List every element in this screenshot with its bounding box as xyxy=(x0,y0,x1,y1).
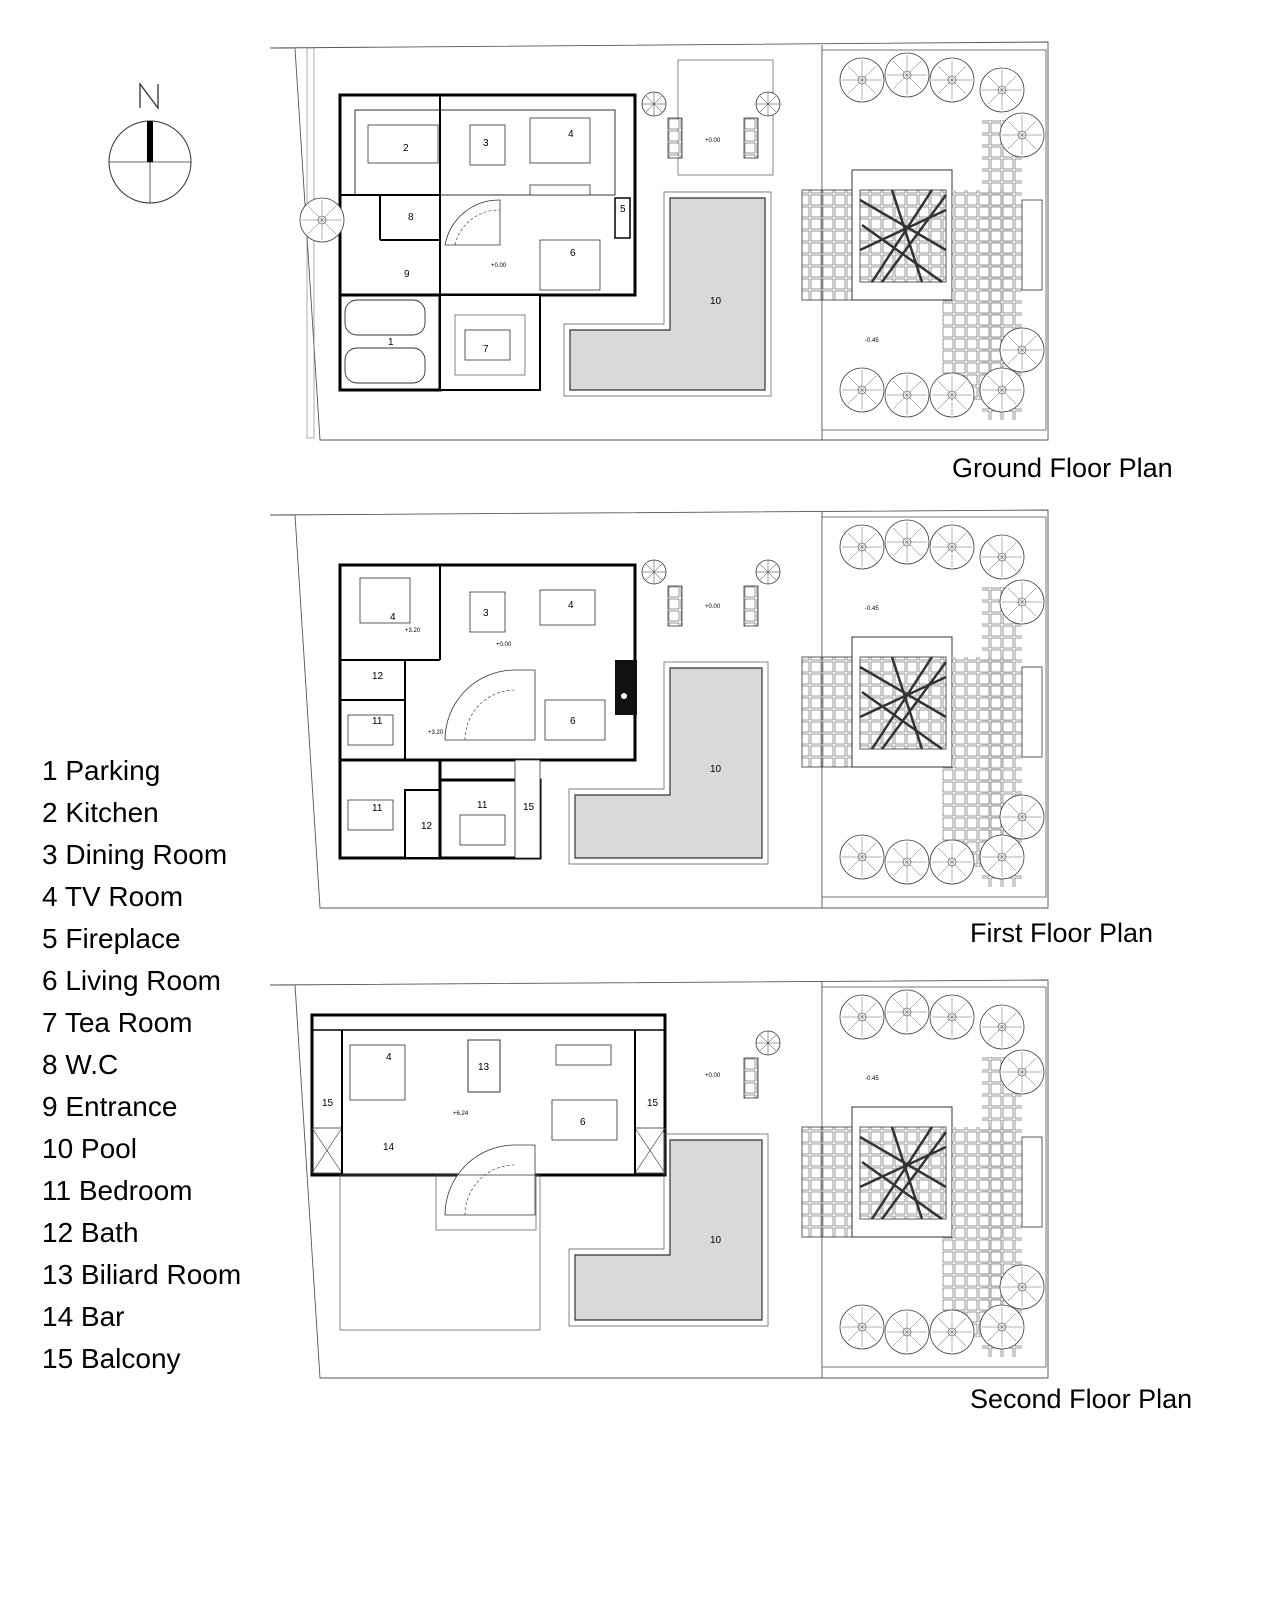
level-mark: +0.00 xyxy=(705,1073,721,1079)
room-legend xyxy=(42,750,241,1380)
room-label: 5 xyxy=(620,204,626,215)
level-mark: +0.00 xyxy=(491,263,507,269)
room-label: 11 xyxy=(477,800,488,811)
level-mark: +0.00 xyxy=(496,642,512,648)
room-label: 15 xyxy=(322,1098,334,1109)
level-mark: +6.24 xyxy=(453,1111,469,1117)
ground-floor-title: Ground Floor Plan xyxy=(952,453,1173,483)
room-label: 9 xyxy=(404,269,410,280)
legend-item: 6 Living Room xyxy=(42,965,221,996)
north-label xyxy=(138,78,139,79)
room-label: 1 xyxy=(388,337,394,348)
room-label: 6 xyxy=(570,716,576,727)
room-label: 4 xyxy=(390,612,396,623)
north-arrow-icon xyxy=(109,84,191,203)
legend-item: 10 Pool xyxy=(42,1133,137,1164)
room-label: 13 xyxy=(478,1062,490,1073)
room-label: 6 xyxy=(570,248,576,259)
room-label: 6 xyxy=(580,1117,586,1128)
level-mark: +3.20 xyxy=(428,730,444,736)
level-mark: -0.45 xyxy=(865,338,879,344)
legend-item: 11 Bedroom xyxy=(42,1175,193,1206)
legend-item: 13 Biliard Room xyxy=(42,1259,242,1290)
level-mark: +0.00 xyxy=(705,604,721,610)
legend-item: 4 TV Room xyxy=(42,881,184,912)
room-label: 8 xyxy=(408,212,414,223)
room-label: 12 xyxy=(421,821,433,832)
legend-item: 3 Dining Room xyxy=(42,839,228,870)
level-mark: +0.00 xyxy=(705,138,721,144)
room-label: 14 xyxy=(383,1142,395,1153)
legend-item: 12 Bath xyxy=(42,1217,139,1248)
legend-item: 2 Kitchen xyxy=(42,797,159,828)
pool-label: 10 xyxy=(710,1235,722,1246)
pool-label: 10 xyxy=(710,764,722,775)
legend-item: 8 W.C xyxy=(42,1049,119,1080)
room-label: 4 xyxy=(568,129,574,140)
first-floor-plan xyxy=(270,510,1048,908)
room-label: 11 xyxy=(372,716,383,727)
legend-item: 9 Entrance xyxy=(42,1091,178,1122)
legend-item: 1 Parking xyxy=(42,755,161,786)
room-label: 15 xyxy=(647,1098,659,1109)
room-label: 15 xyxy=(523,802,535,813)
room-label: 3 xyxy=(483,608,489,619)
second-floor-title: Second Floor Plan xyxy=(970,1384,1193,1414)
room-label: 7 xyxy=(483,344,489,355)
pool-label: 10 xyxy=(710,296,722,307)
legend-item: 7 Tea Room xyxy=(42,1007,193,1038)
level-mark: -0.45 xyxy=(865,606,879,612)
ground-floor-plan xyxy=(270,42,1048,440)
legend-item: 15 Balcony xyxy=(42,1343,181,1374)
room-label: 4 xyxy=(568,600,574,611)
level-mark: -0.45 xyxy=(865,1076,879,1082)
level-mark: +3.20 xyxy=(405,628,421,634)
room-label: 3 xyxy=(483,138,489,149)
room-label: 2 xyxy=(403,143,409,154)
room-label: 12 xyxy=(372,671,384,682)
first-floor-title: First Floor Plan xyxy=(970,918,1154,948)
room-label: 11 xyxy=(372,803,383,814)
room-label: 4 xyxy=(386,1052,392,1063)
legend-item: 14 Bar xyxy=(42,1301,125,1332)
second-floor-plan xyxy=(270,980,1048,1378)
legend-item: 5 Fireplace xyxy=(42,923,181,954)
